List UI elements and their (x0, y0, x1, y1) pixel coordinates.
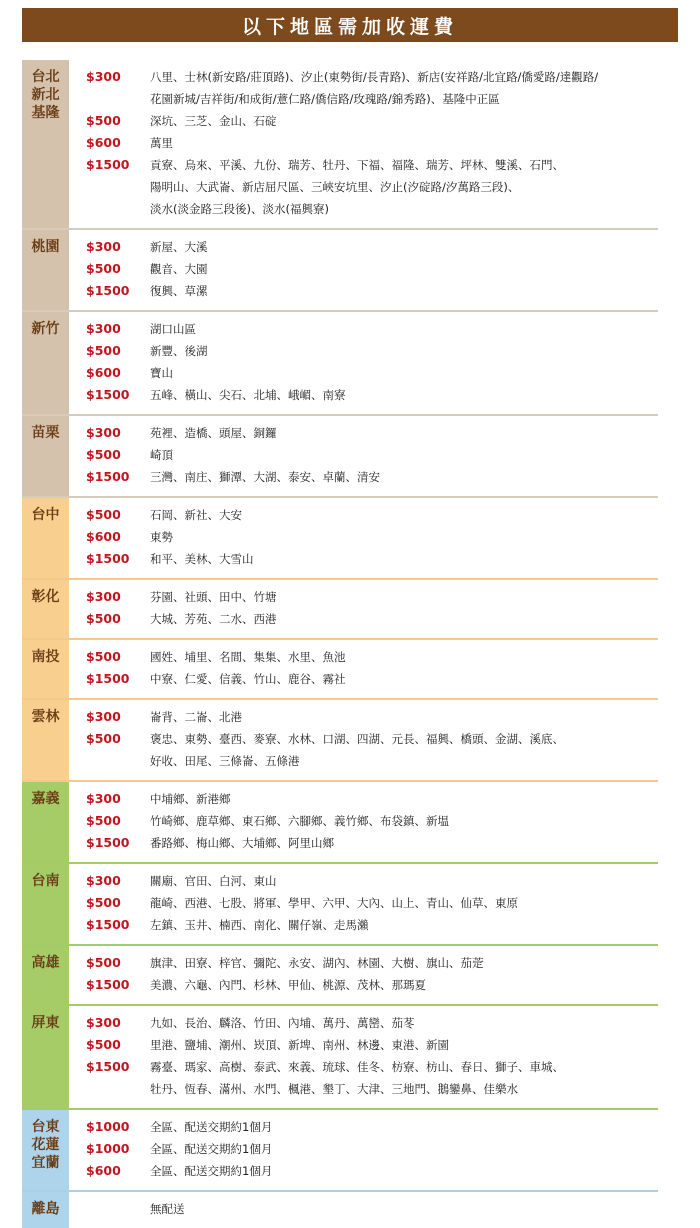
fee-areas (150, 668, 658, 690)
region-block (22, 60, 658, 230)
area-line: 新屋、大溪 (150, 240, 208, 254)
area-line: 褒忠、東勢、臺西、麥寮、水林、口湖、四湖、元長、福興、橋頭、金湖、溪底、 (150, 732, 564, 746)
fee-price: $1000 (86, 1141, 130, 1156)
fee-areas (150, 974, 658, 996)
fee-rows (69, 416, 658, 496)
fee-row (69, 280, 658, 302)
fee-row (69, 646, 658, 668)
fee-areas (150, 952, 658, 974)
fee-areas (150, 892, 658, 914)
fee-row (69, 788, 658, 810)
fee-row (69, 952, 658, 974)
fee-price: $300 (86, 589, 121, 604)
region-name-line: 台東 (31, 1119, 60, 1135)
region-block (22, 700, 658, 782)
area-line: 關廟、官田、白河、東山 (150, 874, 277, 888)
fee-row (69, 504, 658, 526)
area-line: 中寮、仁愛、信義、竹山、鹿谷、霧社 (150, 672, 346, 686)
area-line: 國姓、埔里、名間、集集、水里、魚池 (150, 650, 346, 664)
area-line: 霧臺、瑪家、高樹、泰武、來義、琉球、佳冬、枋寮、枋山、春日、獅子、車城、 (150, 1060, 564, 1074)
fee-price: $1000 (86, 1119, 130, 1134)
fee-areas (150, 706, 658, 728)
area-line: 好收、田尾、三條崙、五條港 (150, 754, 300, 768)
fee-price: $1500 (86, 157, 130, 172)
region-name-line: 嘉義 (31, 791, 60, 807)
fee-areas (150, 1160, 658, 1182)
fee-price: $500 (86, 813, 121, 828)
fee-areas (150, 1116, 658, 1138)
fee-price: $300 (86, 873, 121, 888)
fee-row (69, 236, 658, 258)
fee-price: $500 (86, 895, 121, 910)
region-name (22, 946, 69, 1004)
fee-areas (150, 66, 658, 110)
fee-row (69, 154, 658, 220)
fee-areas (150, 870, 658, 892)
region-name-line: 雲林 (31, 709, 60, 725)
fee-price: $300 (86, 239, 121, 254)
fee-price: $300 (86, 1015, 121, 1030)
fee-areas (150, 384, 658, 406)
fee-price: $1500 (86, 283, 130, 298)
region-block (22, 640, 658, 700)
region-block (22, 230, 658, 312)
fee-rows (69, 782, 658, 862)
region-name (22, 230, 69, 310)
fee-row (69, 362, 658, 384)
fee-areas (150, 444, 658, 466)
fee-rows (69, 60, 658, 228)
fee-areas (150, 608, 658, 630)
fee-areas (150, 466, 658, 488)
fee-row (69, 1138, 658, 1160)
fee-rows (69, 580, 658, 638)
fee-areas (150, 832, 658, 854)
fee-price: $300 (86, 321, 121, 336)
region-name-line: 基隆 (31, 105, 60, 121)
fee-price: $600 (86, 529, 121, 544)
area-line: 和平、美林、大雪山 (150, 552, 254, 566)
fee-row (69, 1034, 658, 1056)
region-block (22, 580, 658, 640)
region-block (22, 1192, 658, 1228)
area-line: 大城、芳苑、二水、西港 (150, 612, 277, 626)
fee-row (69, 444, 658, 466)
region-name (22, 640, 69, 698)
area-line: 左鎮、玉井、楠西、南化、關仔嶺、走馬瀨 (150, 918, 369, 932)
fee-row (69, 258, 658, 280)
area-line: 無配送 (150, 1202, 185, 1216)
fee-areas (150, 1012, 658, 1034)
fee-row (69, 422, 658, 444)
fee-areas (150, 1034, 658, 1056)
fee-row (69, 870, 658, 892)
region-name (22, 1110, 69, 1190)
fee-areas (150, 788, 658, 810)
area-line: 寶山 (150, 366, 173, 380)
fee-rows (69, 700, 658, 780)
fee-areas (150, 548, 658, 570)
fee-rows (69, 1110, 658, 1190)
fee-row (69, 668, 658, 690)
fee-areas (150, 1056, 658, 1100)
area-line: 東勢 (150, 530, 173, 544)
area-line: 觀音、大園 (150, 262, 208, 276)
region-name-line: 台南 (31, 873, 60, 889)
region-block (22, 1110, 658, 1192)
fee-row (69, 914, 658, 936)
fee-areas (150, 340, 658, 362)
area-line: 龍崎、西港、七股、將軍、學甲、六甲、大內、山上、青山、仙草、東原 (150, 896, 518, 910)
area-line: 陽明山、大武崙、新店屈尺區、三峽安坑里、汐止(汐碇路/汐萬路三段)、 (150, 180, 520, 194)
fee-rows (69, 230, 658, 310)
fee-rows (69, 1192, 658, 1228)
region-block (22, 1006, 658, 1110)
fee-price: $500 (86, 113, 121, 128)
region-name-line: 花蓮 (31, 1137, 60, 1153)
region-name (22, 1192, 69, 1228)
region-name (22, 498, 69, 578)
fee-row (69, 1056, 658, 1100)
region-name (22, 700, 69, 780)
fee-price: $1500 (86, 387, 130, 402)
area-line: 新豐、後湖 (150, 344, 208, 358)
area-line: 花園新城/吉祥街/和成街/薏仁路/僑信路/玫瑰路/錦秀路)、基隆中正區 (150, 92, 500, 106)
region-name (22, 864, 69, 944)
area-line: 里港、鹽埔、潮州、崁頂、新埤、南州、林邊、東港、新園 (150, 1038, 449, 1052)
region-name (22, 60, 69, 228)
area-line: 全區、配送交期約1個月 (150, 1142, 273, 1156)
region-name-line: 新北 (31, 87, 60, 103)
fee-rows (69, 864, 658, 944)
fee-row (69, 526, 658, 548)
fee-row (69, 974, 658, 996)
fee-row (69, 318, 658, 340)
fee-rows (69, 946, 658, 1004)
region-name-line: 宜蘭 (31, 1155, 60, 1171)
region-name-line: 苗栗 (31, 425, 60, 441)
fee-price: $1500 (86, 469, 130, 484)
fee-row (69, 1116, 658, 1138)
region-name-line: 高雄 (31, 955, 60, 971)
region-name-line: 桃園 (31, 239, 60, 255)
region-name-line: 屏東 (31, 1015, 60, 1031)
shipping-fee-table (22, 60, 658, 1228)
fee-price: $1500 (86, 917, 130, 932)
fee-price: $1500 (86, 551, 130, 566)
fee-price: $500 (86, 955, 121, 970)
fee-rows (69, 498, 658, 578)
area-line: 深坑、三芝、金山、石碇 (150, 114, 277, 128)
region-name-line: 新竹 (31, 321, 60, 337)
fee-areas (150, 132, 658, 154)
fee-areas (150, 1198, 658, 1220)
fee-price: $500 (86, 1037, 121, 1052)
fee-price: $500 (86, 343, 121, 358)
fee-row (69, 110, 658, 132)
fee-row (69, 728, 658, 772)
fee-areas (150, 728, 658, 772)
fee-price: $500 (86, 611, 121, 626)
region-block (22, 416, 658, 498)
fee-price: $500 (86, 261, 121, 276)
fee-row (69, 384, 658, 406)
fee-areas (150, 318, 658, 340)
fee-price: $300 (86, 425, 121, 440)
fee-price: $500 (86, 447, 121, 462)
area-line: 竹崎鄉、鹿草鄉、東石鄉、六腳鄉、義竹鄉、布袋鎮、新塭 (150, 814, 449, 828)
fee-areas (150, 280, 658, 302)
fee-areas (150, 236, 658, 258)
fee-row (69, 810, 658, 832)
fee-areas (150, 526, 658, 548)
fee-price: $1500 (86, 1059, 130, 1074)
fee-row (69, 832, 658, 854)
fee-price: $300 (86, 69, 121, 84)
region-block (22, 864, 658, 946)
area-line: 中埔鄉、新港鄉 (150, 792, 231, 806)
fee-rows (69, 312, 658, 414)
fee-areas (150, 504, 658, 526)
fee-areas (150, 914, 658, 936)
region-name-line: 台北 (31, 69, 60, 85)
fee-row (69, 608, 658, 630)
region-block (22, 498, 658, 580)
region-name (22, 580, 69, 638)
page-title: 以下地區需加收運費 (241, 15, 458, 38)
region-name-line: 離島 (31, 1201, 60, 1217)
fee-areas (150, 154, 658, 220)
fee-price: $600 (86, 1163, 121, 1178)
fee-row (69, 706, 658, 728)
area-line: 石岡、新社、大安 (150, 508, 242, 522)
area-line: 八里、士林(新安路/莊頂路)、汐止(東勢街/長青路)、新店(安祥路/北宜路/僑愛路/達觀路/ (150, 70, 599, 84)
fee-row (69, 1012, 658, 1034)
region-name (22, 312, 69, 414)
fee-price: $1500 (86, 977, 130, 992)
region-name (22, 1006, 69, 1108)
fee-areas (150, 1138, 658, 1160)
area-line: 五峰、橫山、尖石、北埔、峨嵋、南寮 (150, 388, 346, 402)
region-name-line: 彰化 (31, 589, 60, 605)
fee-areas (150, 258, 658, 280)
fee-price: $600 (86, 135, 121, 150)
fee-row (69, 1160, 658, 1182)
area-line: 湖口山區 (150, 322, 196, 336)
fee-areas (150, 586, 658, 608)
area-line: 番路鄉、梅山鄉、大埔鄉、阿里山鄉 (150, 836, 334, 850)
fee-row (69, 1198, 658, 1220)
region-block (22, 312, 658, 416)
fee-areas (150, 810, 658, 832)
fee-areas (150, 362, 658, 384)
area-line: 貢寮、烏來、平溪、九份、瑞芳、牡丹、下福、福隆、瑞芳、坪林、雙溪、石門、 (150, 158, 564, 172)
area-line: 牡丹、恆春、滿州、水門、楓港、墾丁、大津、三地門、鵝鑾鼻、佳樂水 (150, 1082, 518, 1096)
fee-rows (69, 640, 658, 698)
region-block (22, 782, 658, 864)
area-line: 復興、草漯 (150, 284, 208, 298)
area-line: 三灣、南庄、獅潭、大湖、泰安、卓蘭、清安 (150, 470, 380, 484)
area-line: 崎頂 (150, 448, 173, 462)
area-line: 九如、長治、麟洛、竹田、內埔、萬丹、萬巒、茄苳 (150, 1016, 415, 1030)
fee-price: $500 (86, 649, 121, 664)
area-line: 全區、配送交期約1個月 (150, 1164, 273, 1178)
fee-areas (150, 422, 658, 444)
fee-price: $300 (86, 709, 121, 724)
area-line: 旗津、田寮、梓官、彌陀、永安、湖內、林園、大樹、旗山、茄萣 (150, 956, 484, 970)
region-name-line: 台中 (31, 507, 60, 523)
area-line: 萬里 (150, 136, 173, 150)
fee-row (69, 66, 658, 110)
fee-row (69, 340, 658, 362)
fee-price: $600 (86, 365, 121, 380)
title-banner (22, 8, 678, 42)
area-line: 苑裡、造橋、頭屋、銅鑼 (150, 426, 277, 440)
fee-price: $500 (86, 731, 121, 746)
area-line: 淡水(淡金路三段後)、淡水(福興寮) (150, 202, 329, 216)
fee-row (69, 586, 658, 608)
fee-areas (150, 646, 658, 668)
fee-price: $500 (86, 507, 121, 522)
fee-rows (69, 1006, 658, 1108)
area-line: 全區、配送交期約1個月 (150, 1120, 273, 1134)
fee-areas (150, 110, 658, 132)
fee-price: $300 (86, 791, 121, 806)
fee-row (69, 548, 658, 570)
area-line: 美濃、六龜、內門、杉林、甲仙、桃源、茂林、那瑪夏 (150, 978, 426, 992)
region-name-line: 南投 (31, 649, 60, 665)
fee-price: $1500 (86, 835, 130, 850)
region-block (22, 946, 658, 1006)
area-line: 芬園、社頭、田中、竹塘 (150, 590, 277, 604)
area-line: 崙背、二崙、北港 (150, 710, 242, 724)
fee-row (69, 132, 658, 154)
fee-price (69, 1198, 150, 1220)
fee-price: $1500 (86, 671, 130, 686)
region-name (22, 416, 69, 496)
fee-row (69, 466, 658, 488)
region-name (22, 782, 69, 862)
fee-row (69, 892, 658, 914)
